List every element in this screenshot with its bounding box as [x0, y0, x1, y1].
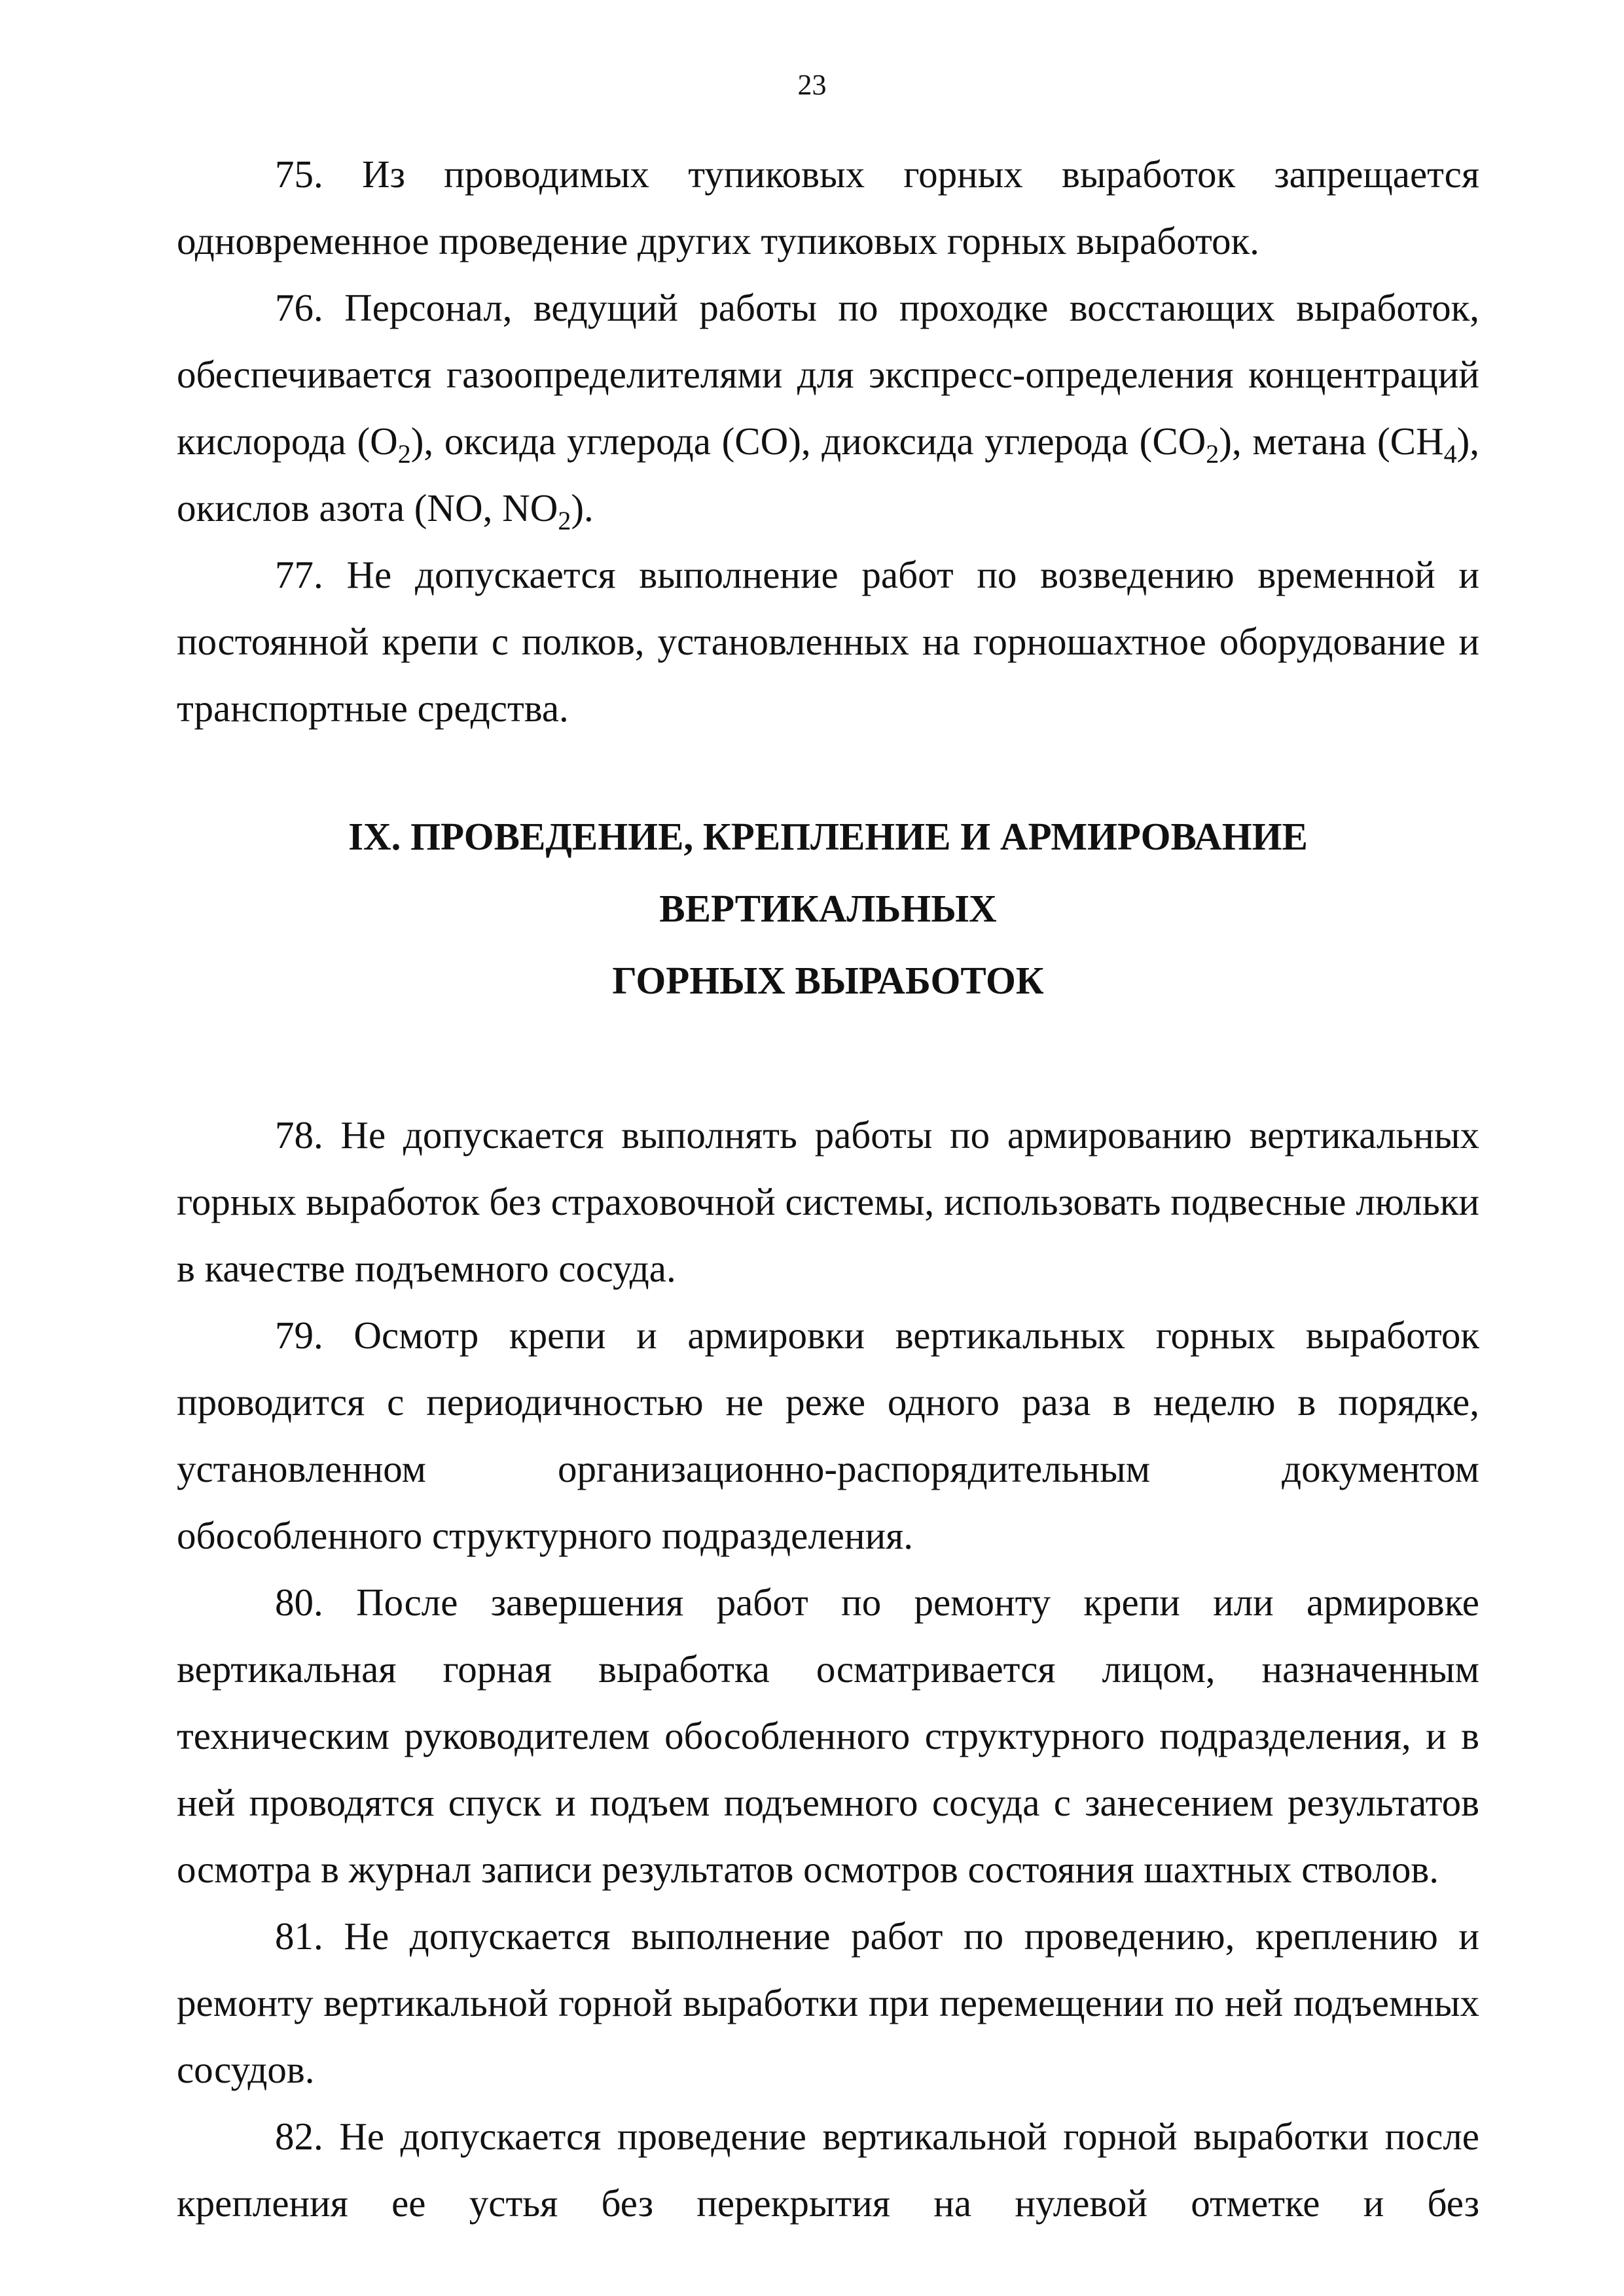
paragraph-number: 75.	[275, 152, 323, 196]
paragraph-82	[177, 2103, 1479, 2236]
subscript: 2	[558, 505, 571, 535]
paragraph-80	[177, 1569, 1479, 1903]
paragraph-78	[177, 1102, 1479, 1302]
paragraph-75	[177, 141, 1479, 274]
subscript: 4	[1443, 439, 1457, 469]
paragraph-text: Не допускается выполнять работы по армированию вертикальных горных выработок без страховочной системы, использовать подвесные люльки в качестве подъемного сосуда.	[177, 1113, 1479, 1290]
document-body	[177, 141, 1479, 2236]
paragraph-number: 80.	[275, 1581, 323, 1624]
paragraph-text: Из проводимых тупиковых горных выработок запрещается одновременное проведение других тупиковых горных выработок.	[177, 152, 1479, 262]
paragraph-number: 82.	[275, 2115, 323, 2158]
paragraph-text: ), оксида углерода (CO), диоксида углерода (CO	[410, 420, 1206, 463]
paragraph-76	[177, 274, 1479, 541]
paragraph-number: 78.	[275, 1113, 323, 1157]
paragraph-number: 77.	[275, 553, 323, 596]
paragraph-text: ), окислов азота (NO, NO	[177, 420, 1479, 529]
paragraph-number: 81.	[275, 1914, 323, 1958]
paragraph-81	[177, 1903, 1479, 2103]
paragraph-text: После завершения работ по ремонту крепи или армировке вертикальная горная выработка осматривается лицом, назначенным техническим руководителем обособленного структурного подразделения, и в ней проводятся спуск и подъем подъемного сосуда с занесением результатов осмотра в журнал записи результатов осмотров состояния шахтных стволов.	[177, 1581, 1479, 1891]
paragraph-text: Персонал, ведущий работы по проходке восстающих выработок, обеспечивается газоопределителями для экспресс-определения концентраций кислорода (O	[177, 286, 1479, 463]
section-heading-line-2: ГОРНЫХ ВЫРАБОТОК	[612, 959, 1044, 1002]
paragraph-text: Осмотр крепи и армировки вертикальных горных выработок проводится с периодичностью не реже одного раза в неделю в порядке, установленном организационно-распорядительным документом обособленного структурного подразделения.	[177, 1314, 1479, 1557]
page-number: 23	[797, 69, 827, 101]
paragraph-number: 79.	[275, 1314, 323, 1357]
paragraph-number: 76.	[275, 286, 323, 329]
paragraph-79	[177, 1302, 1479, 1569]
paragraph-text: ).	[571, 486, 594, 529]
subscript: 2	[397, 439, 411, 469]
paragraph-text: ), метана (CH	[1219, 420, 1444, 463]
section-heading-line-1: IX. ПРОВЕДЕНИЕ, КРЕПЛЕНИЕ И АРМИРОВАНИЕ ВЕРТИКАЛЬНЫХ	[348, 815, 1308, 930]
section-heading	[177, 800, 1479, 1016]
subscript: 2	[1206, 439, 1219, 469]
paragraph-text: Не допускается выполнение работ по возведению временной и постоянной крепи с полков, установленных на горношахтное оборудование и транспортные средства.	[177, 553, 1479, 730]
paragraph-text: Не допускается проведение вертикальной горной выработки после крепления ее устья без перекрытия на нулевой отметке и без	[177, 2115, 1479, 2225]
paragraph-text: Не допускается выполнение работ по проведению, креплению и ремонту вертикальной горной выработки при перемещении по ней подъемных сосудов.	[177, 1914, 1479, 2091]
paragraph-77	[177, 541, 1479, 742]
spacer	[177, 1016, 1479, 1102]
